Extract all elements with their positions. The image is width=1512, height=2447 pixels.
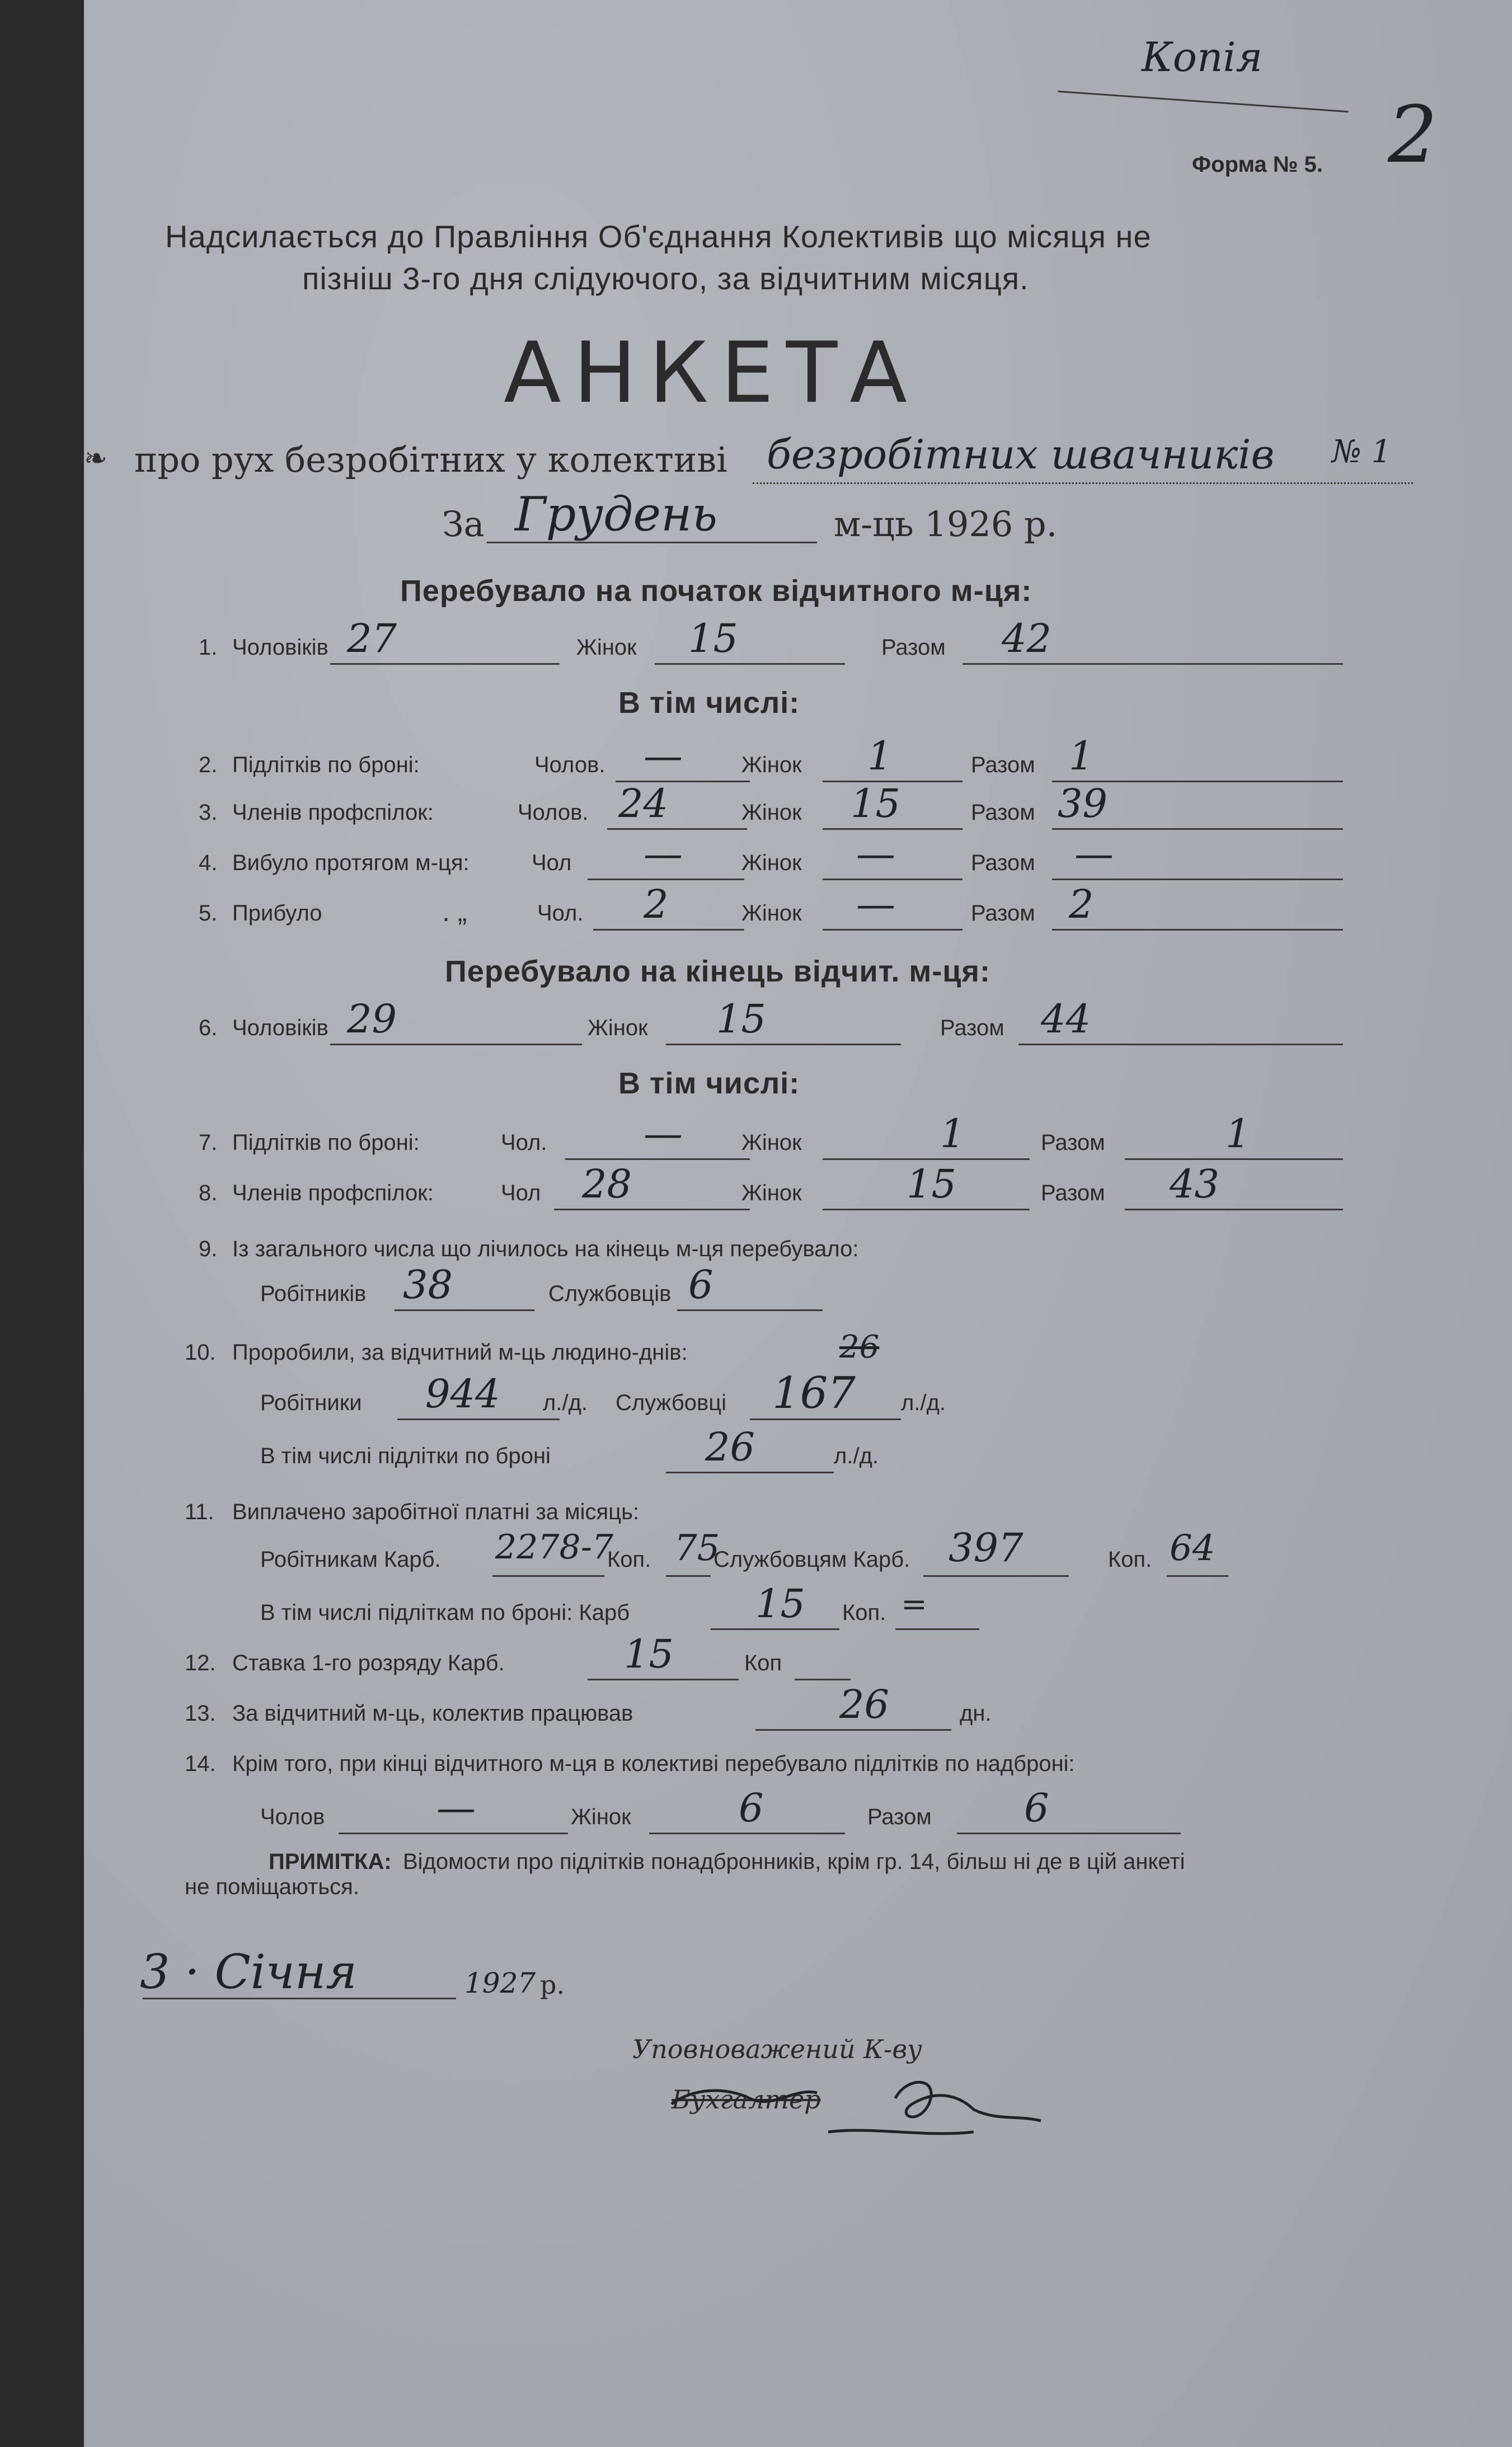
- row7-label-c: Разом: [1041, 1130, 1105, 1155]
- row5-line-c: [1052, 929, 1343, 931]
- row7-line-b: [823, 1158, 1030, 1160]
- item10-val-c: 26: [705, 1424, 755, 1470]
- row7-label: Підлітків по броні:: [232, 1130, 420, 1155]
- row1-val-c: 42: [1002, 616, 1052, 661]
- row7-line-a: [565, 1158, 750, 1160]
- item9-line-b: [677, 1309, 823, 1311]
- row1-label-b: Жінок: [576, 635, 637, 660]
- subtitle-prefix: про рух безробітних у колективі: [134, 439, 727, 480]
- accountant-label: Бухгалтер: [672, 2084, 821, 2115]
- row2-label-c: Разом: [971, 753, 1035, 777]
- row4-val-a: —: [644, 831, 683, 877]
- section-end-heading: Перебувало на кінець відчит. м-ця:: [445, 955, 990, 988]
- form-number: Форма № 5.: [1192, 152, 1323, 177]
- row8-label: Членів профспілок:: [232, 1181, 434, 1205]
- row1-line-a: [330, 663, 560, 665]
- row1-line-b: [655, 663, 845, 665]
- item14-line-a: [339, 1833, 568, 1834]
- row8-line-c: [1125, 1209, 1343, 1210]
- row8-label-b: Жінок: [741, 1181, 802, 1205]
- row7-num: 7.: [199, 1130, 218, 1155]
- row8-num: 8.: [199, 1181, 218, 1205]
- item14-label-c: Разом: [867, 1805, 932, 1829]
- item10-num: 10.: [185, 1340, 216, 1365]
- item14-val-c: 6: [1024, 1785, 1049, 1831]
- row8-val-a: 28: [582, 1161, 632, 1207]
- item10-label-a: Робітники: [260, 1391, 362, 1415]
- row6-label-b: Жінок: [588, 1016, 648, 1040]
- row4-label-c: Разом: [971, 851, 1035, 875]
- row4-line-b: [823, 879, 962, 880]
- item11-label-c: В тім числі підліткам по броні: Карб: [260, 1600, 630, 1625]
- row3-line-c: [1052, 828, 1343, 830]
- item11-val-b2: 64: [1170, 1528, 1215, 1569]
- bullet-mark: ❧: [84, 443, 107, 474]
- row1-val-a: 27: [347, 616, 397, 661]
- item11-line-a: [492, 1575, 604, 1577]
- period-suffix: м-ць 1926 р.: [834, 504, 1058, 544]
- item11-label-b: Службовцям Карб.: [713, 1547, 910, 1572]
- date-handwritten: 3 · Січня: [140, 1945, 357, 1999]
- section-end-subheading: В тім числі:: [618, 1067, 800, 1100]
- row6-label-a: Чоловіків: [232, 1016, 328, 1040]
- item14-val-b: 6: [739, 1785, 764, 1831]
- row8-label-c: Разом: [1041, 1181, 1105, 1205]
- collective-suffix: № 1: [1332, 434, 1392, 470]
- row5-num: 5.: [199, 901, 218, 926]
- item14-label-a: Чолов: [260, 1805, 325, 1829]
- collective-line: [753, 482, 1413, 484]
- note-label: ПРИМІТКА:: [269, 1849, 392, 1874]
- item12-line2: [795, 1679, 851, 1680]
- copy-stamp: Копія: [1142, 34, 1263, 81]
- row3-line-a: [607, 828, 747, 830]
- row5-label-b: Жінок: [741, 901, 802, 926]
- item11-label-b2: Коп.: [1108, 1547, 1152, 1572]
- item9-num: 9.: [199, 1237, 218, 1261]
- item10-val-a: 944: [425, 1371, 500, 1417]
- row2-label-a: Чолов.: [534, 753, 605, 777]
- row4-val-b: —: [856, 831, 895, 877]
- page-mark: 2: [1388, 90, 1438, 181]
- row4-label: Вибуло протягом м-ця:: [232, 851, 469, 875]
- row4-label-a: Чол: [532, 851, 572, 875]
- row1-line-c: [962, 663, 1343, 665]
- row3-val-b: 15: [851, 781, 901, 826]
- item13-unit: дн.: [960, 1701, 992, 1726]
- date-year: 1927: [464, 1967, 536, 1999]
- row4-line-c: [1052, 879, 1343, 880]
- row6-num: 6.: [199, 1016, 218, 1040]
- row8-label-a: Чол: [501, 1181, 541, 1205]
- row8-line-b: [823, 1209, 1030, 1210]
- item11-label-a2: Коп.: [607, 1547, 651, 1572]
- row5-val-a: 2: [644, 881, 669, 927]
- item14-text: Крім того, при кінці відчитного м-ця в колективі перебувало підлітків по надброні:: [232, 1751, 1075, 1776]
- row2-val-c: 1: [1069, 733, 1094, 779]
- row3-val-a: 24: [618, 781, 669, 826]
- item11-line-c2: [895, 1628, 979, 1630]
- row5-val-c: 2: [1069, 881, 1094, 927]
- row6-val-a: 29: [347, 996, 397, 1042]
- item12-num: 12.: [185, 1651, 216, 1675]
- row8-val-b: 15: [907, 1161, 957, 1207]
- item10-val-b: 167: [772, 1368, 856, 1419]
- period-month: Грудень: [515, 487, 718, 542]
- item12-line: [588, 1679, 739, 1680]
- item10-line-a: [397, 1419, 560, 1420]
- collective-name: безробітних швачників: [767, 431, 1275, 478]
- item14-num: 14.: [185, 1751, 216, 1776]
- date-year-suffix: р.: [540, 1970, 565, 2000]
- row3-val-c: 39: [1058, 781, 1108, 826]
- row1-label-a: Чоловіків: [232, 635, 328, 660]
- copy-underline: [1058, 91, 1349, 112]
- row4-val-c: —: [1074, 831, 1114, 877]
- item11-val-a2: 75: [674, 1528, 720, 1569]
- row6-line-c: [1018, 1044, 1343, 1045]
- item10-unit-b: л./д.: [901, 1391, 946, 1415]
- item10-unit-a: л./д.: [543, 1391, 588, 1415]
- date-line: [143, 1998, 456, 1999]
- row5-line-a: [593, 929, 744, 931]
- form-sheet: [84, 0, 1512, 2447]
- item13-line: [755, 1729, 951, 1731]
- row3-line-b: [823, 828, 962, 830]
- row6-label-c: Разом: [940, 1016, 1004, 1040]
- item10-label-b: Службовці: [616, 1391, 727, 1415]
- row7-label-a: Чол.: [501, 1130, 547, 1155]
- row5-label-a: Чол.: [537, 901, 584, 926]
- row3-label-a: Чолов.: [518, 800, 589, 825]
- row7-line-c: [1125, 1158, 1343, 1160]
- item11-line-b: [923, 1575, 1069, 1577]
- row4-line-a: [588, 879, 744, 880]
- authorized-label: Уповноважений К-ву: [632, 2034, 922, 2064]
- item9-text: Із загального числа що лічилось на кінець м-ця перебувало:: [232, 1237, 859, 1261]
- row7-val-a: —: [644, 1111, 683, 1157]
- row7-val-b: 1: [940, 1111, 965, 1157]
- item11-line-a2: [666, 1575, 711, 1577]
- row8-val-c: 43: [1170, 1161, 1220, 1207]
- row3-num: 3.: [199, 800, 218, 825]
- item11-label-c2: Коп.: [842, 1600, 886, 1625]
- item9-val-a: 38: [403, 1262, 453, 1308]
- row1-label-c: Разом: [881, 635, 946, 660]
- section-start-subheading: В тім числі:: [618, 686, 800, 720]
- item13-val: 26: [839, 1682, 890, 1727]
- item12-val: 15: [624, 1631, 674, 1677]
- row5-label-c: Разом: [971, 901, 1035, 926]
- item11-text: Виплачено заробітної платні за місяць:: [232, 1500, 640, 1524]
- row4-num: 4.: [199, 851, 218, 875]
- row5-val-b: —: [856, 881, 895, 927]
- row2-label: Підлітків по броні:: [232, 753, 420, 777]
- form-title: АНКЕТА: [504, 325, 919, 422]
- row5-ditto: . „: [442, 896, 467, 927]
- item10-label-c: В тім числі підлітки по броні: [260, 1444, 551, 1468]
- item14-line-b: [649, 1833, 845, 1834]
- item11-line-b2: [1167, 1575, 1228, 1577]
- row5-label: Прибуло: [232, 901, 322, 926]
- item9-label-b: Службовців: [548, 1281, 672, 1306]
- item11-line-c: [711, 1628, 839, 1630]
- row5-line-b: [823, 929, 962, 931]
- instruction-line-2: пізніш 3-го дня слідуючого, за відчитним місяця.: [302, 261, 1029, 296]
- row6-line-b: [666, 1044, 901, 1045]
- item10-line-c: [666, 1472, 834, 1473]
- item11-num: 11.: [185, 1500, 214, 1524]
- period-line: [487, 542, 817, 543]
- row3-label-b: Жінок: [741, 800, 802, 825]
- item9-line-a: [395, 1309, 534, 1311]
- item10-total: 26: [839, 1329, 880, 1365]
- row2-label-b: Жінок: [741, 753, 802, 777]
- item14-label-b: Жінок: [571, 1805, 631, 1829]
- row3-label-c: Разом: [971, 800, 1035, 825]
- item12-label2: Коп: [744, 1651, 782, 1675]
- item9-val-b: 6: [688, 1262, 713, 1308]
- item14-val-a: —: [436, 1785, 476, 1831]
- instruction-line-1: Надсилається до Правління Об'єднання Колективів що місяця не: [165, 219, 1152, 254]
- row1-val-b: 15: [688, 616, 739, 661]
- item11-label-a: Робітникам Карб.: [260, 1547, 441, 1572]
- row2-num: 2.: [199, 753, 218, 777]
- item11-val-c: 15: [755, 1581, 806, 1627]
- section-start-heading: Перебувало на початок відчитного м-ця:: [400, 574, 1032, 608]
- item10-text: Проробили, за відчитний м-ць людино-днів:: [232, 1340, 688, 1365]
- row6-line-a: [330, 1044, 582, 1045]
- row7-val-c: 1: [1225, 1111, 1251, 1157]
- item11-val-b: 397: [948, 1525, 1023, 1571]
- note-line-1: Відомости про підлітків понадбронників, крім гр. 14, більш ні де в цій анкеті: [403, 1849, 1185, 1874]
- row6-val-c: 44: [1041, 996, 1091, 1042]
- row7-label-b: Жінок: [741, 1130, 802, 1155]
- item13-text: За відчитний м-ць, колектив працював: [232, 1701, 633, 1726]
- row1-num: 1.: [199, 635, 218, 660]
- item10-unit-c: л./д.: [834, 1444, 879, 1468]
- signature-scribble: [660, 2065, 1063, 2154]
- item14-line-c: [957, 1833, 1181, 1834]
- row4-label-b: Жінок: [741, 851, 802, 875]
- item12-text: Ставка 1-го розряду Карб.: [232, 1651, 505, 1675]
- row8-line-a: [554, 1209, 750, 1210]
- item13-num: 13.: [185, 1701, 216, 1726]
- period-prefix: За: [442, 504, 485, 544]
- row3-label: Членів профспілок:: [232, 800, 434, 825]
- note-line-2: не поміщаються.: [185, 1875, 359, 1899]
- row2-val-b: 1: [867, 733, 893, 779]
- item9-label-a: Робітників: [260, 1281, 367, 1306]
- item11-val-a: 2278-7: [495, 1528, 614, 1567]
- row2-val-a: —: [644, 733, 683, 779]
- row6-val-b: 15: [716, 996, 767, 1042]
- item10-line-b: [750, 1419, 901, 1420]
- item11-val-c2: =: [901, 1586, 927, 1623]
